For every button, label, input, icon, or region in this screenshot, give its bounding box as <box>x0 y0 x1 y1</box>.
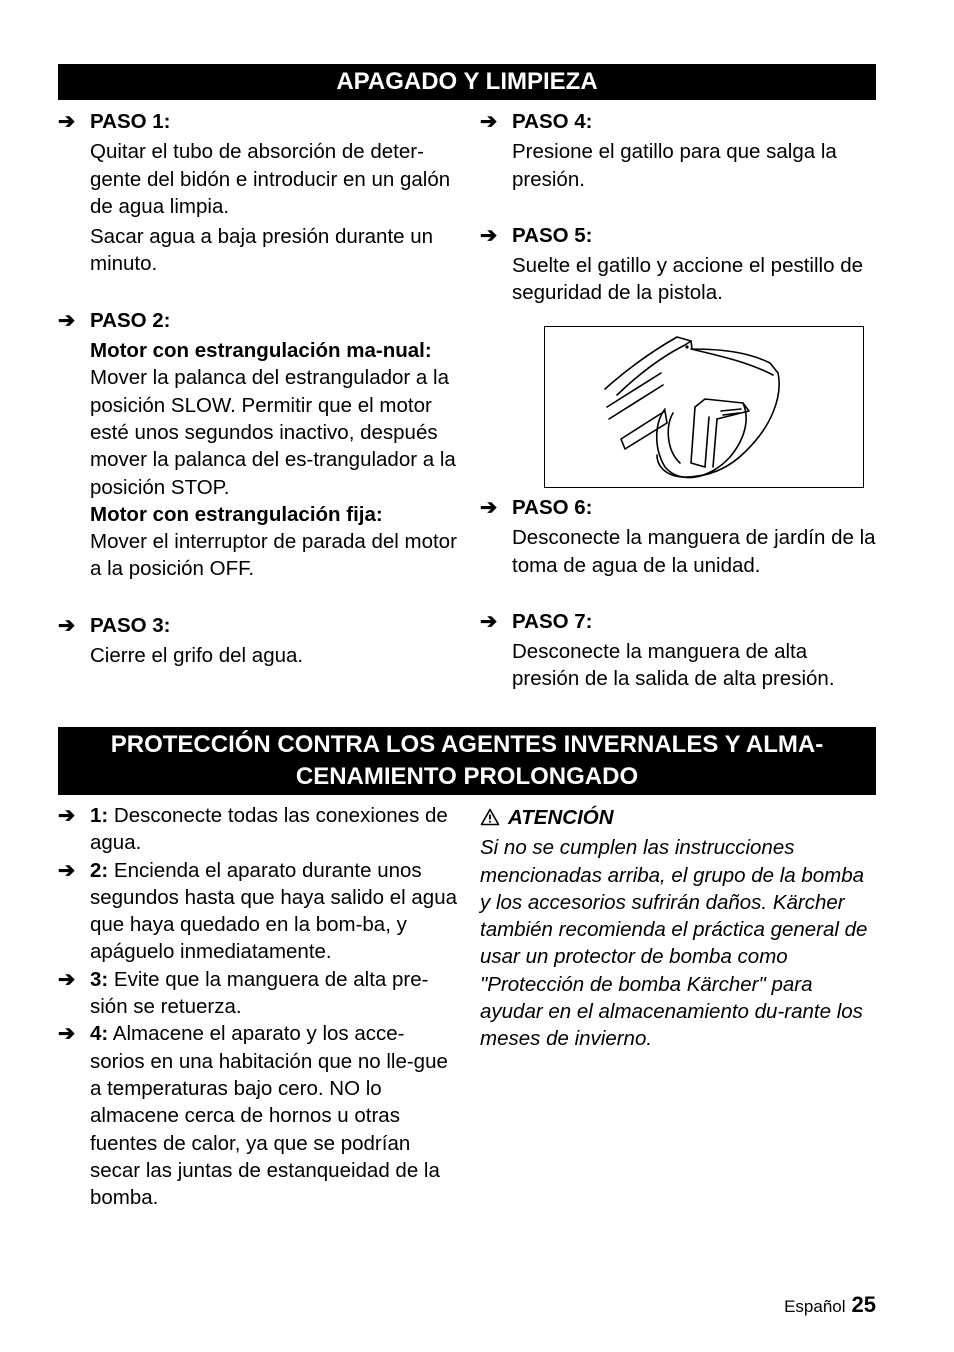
step-label: PASO 5: <box>512 223 593 247</box>
spray-gun-safety-latch-illustration <box>544 326 864 488</box>
step-2 <box>58 307 458 583</box>
right-column-section2 <box>480 804 876 1053</box>
item-number: 2: <box>90 858 109 882</box>
page-footer <box>784 1292 876 1318</box>
arrow-icon: ➔ <box>58 308 76 332</box>
step-6 <box>480 494 876 579</box>
warning-heading: ATENCIÓN <box>480 804 876 831</box>
right-column-section1 <box>480 108 876 307</box>
item-text: Almacene el aparato y los acce-sorios en una habitación que no lle-gue a temperaturas bajo cero. NO lo almacene cerca de hornos u otras fuentes de calor, ya que se podrían secar las juntas de estanqueidad de la bomba. <box>90 1022 448 1210</box>
step-text: Sacar agua a baja presión durante un minuto. <box>90 225 434 276</box>
list-item <box>58 857 458 966</box>
step-text: Desconecte la manguera de jardín de la toma de agua de la unidad. <box>512 526 876 577</box>
step-label: PASO 1: <box>90 110 171 133</box>
step-label: PASO 6: <box>512 496 593 519</box>
step-1 <box>58 108 458 278</box>
arrow-icon: ➔ <box>480 110 498 133</box>
page-number: 25 <box>851 1292 876 1317</box>
step-text: Cierre el grifo del agua. <box>90 644 304 668</box>
step-3 <box>58 612 458 670</box>
step-text: Mover la palanca del estrangulador a la posición SLOW. Permitir que el motor esté unos segundos inactivo, después mover la palanca del es-trangulador a la posición STOP. <box>90 366 456 499</box>
step-4 <box>480 108 876 193</box>
step-text: Suelte el gatillo y accione el pestillo de seguridad de la pistola. <box>512 254 863 305</box>
list-item <box>58 802 458 857</box>
step-label: PASO 2: <box>90 308 171 332</box>
arrow-icon: ➔ <box>58 858 76 882</box>
arrow-icon: ➔ <box>58 804 76 827</box>
section-title-shutdown: APAGADO Y LIMPIEZA <box>58 64 876 100</box>
warning-text: Si no se cumplen las instrucciones mencionadas arriba, el grupo de la bomba y los accesorios sufrirán daños. Kärcher también recomienda el práctica general de usar un protector de bomba como "Protección de bomba Kärcher" para ayudar en el almacenamiento du-rante los meses de invierno. <box>480 836 868 1051</box>
step-7 <box>480 608 876 693</box>
step-label: PASO 7: <box>512 609 593 633</box>
list-item <box>58 966 458 1021</box>
warning-triangle-icon <box>480 808 500 826</box>
left-column-section1 <box>58 108 458 669</box>
arrow-icon: ➔ <box>58 110 76 133</box>
step-label: PASO 3: <box>90 613 171 637</box>
footer-language: Español <box>784 1297 846 1316</box>
item-number: 1: <box>90 804 109 827</box>
arrow-icon: ➔ <box>480 496 498 519</box>
step-subheading: Motor con estrangulación ma-nual: <box>90 339 432 363</box>
step-text: Mover el interruptor de parada del motor a la posición OFF. <box>90 530 457 581</box>
arrow-icon: ➔ <box>480 223 498 247</box>
step-text: Presione el gatillo para que salga la presión. <box>512 140 837 191</box>
item-number: 4: <box>90 1022 109 1046</box>
item-number: 3: <box>90 967 109 991</box>
arrow-icon: ➔ <box>58 1022 76 1046</box>
step-subheading: Motor con estrangulación fija: <box>90 502 383 526</box>
left-column-section2 <box>58 802 458 1211</box>
arrow-icon: ➔ <box>480 609 498 633</box>
item-text: Desconecte todas las conexiones de agua. <box>90 804 448 855</box>
step-5 <box>480 222 876 307</box>
arrow-icon: ➔ <box>58 967 76 991</box>
step-text: Desconecte la manguera de alta presión de la salida de alta presión. <box>512 640 835 691</box>
item-text: Evite que la manguera de alta pre-sión se retuerza. <box>90 967 429 1019</box>
right-column-section1-lower <box>480 494 876 693</box>
step-label: PASO 4: <box>512 110 593 133</box>
step-text: Quitar el tubo de absorción de deter-gente del bidón e introducir en un galón de agua limpia. <box>90 140 451 218</box>
list-item <box>58 1020 458 1211</box>
section-title-winter-storage: PROTECCIÓN CONTRA LOS AGENTES INVERNALES Y ALMA- CENAMIENTO PROLONGADO <box>58 727 876 795</box>
item-text: Encienda el aparato durante unos segundos hasta que haya salido el agua que haya quedado en la bom-ba, y apáguelo inmediatamente. <box>90 858 458 964</box>
arrow-icon: ➔ <box>58 613 76 637</box>
